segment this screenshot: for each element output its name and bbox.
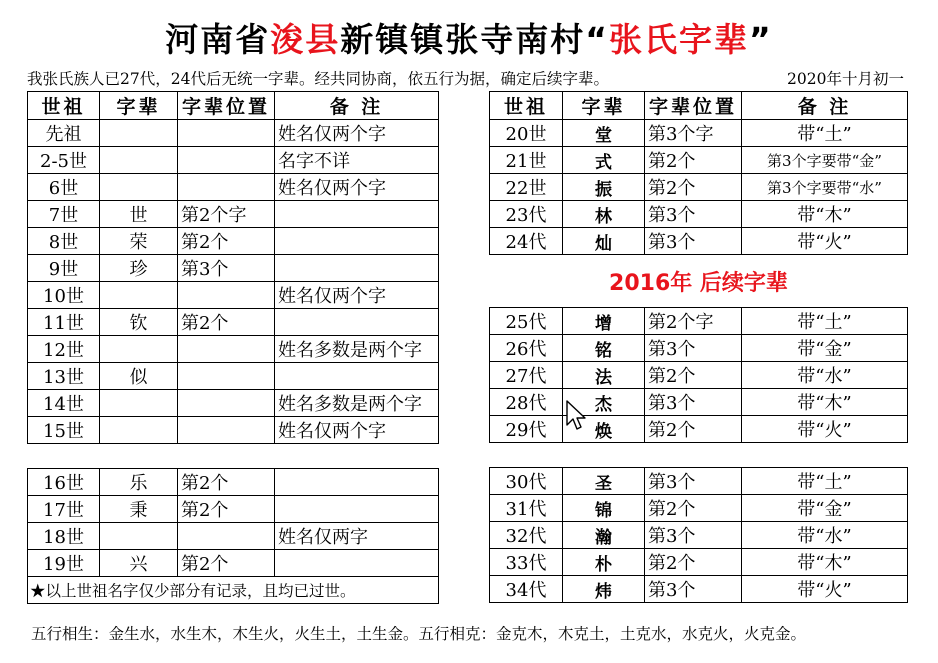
position-cell: 第3个 [645,389,742,416]
character-cell: 瀚 [563,522,645,549]
character-cell: 杰 [563,389,645,416]
character-cell: 铭 [563,335,645,362]
generation-cell: 15世 [28,417,100,444]
generation-cell: 25代 [490,308,563,335]
note-cell: 姓名仅两个字 [275,120,439,147]
table-row [28,523,439,550]
position-cell: 第2个 [178,496,275,523]
generation-cell: 19世 [28,550,100,577]
position-cell: 第2个 [645,147,742,174]
note-cell: 带“土” [742,308,908,335]
position-cell: 第2个字 [645,308,742,335]
character-cell: 式 [563,147,645,174]
table-row [28,255,439,282]
subheading-row [490,255,908,308]
note-cell [275,201,439,228]
generation-cell: 32代 [490,522,563,549]
character-cell: 锦 [563,495,645,522]
note-cell: 姓名仅两个字 [275,282,439,309]
table-row [28,120,439,147]
character-cell: 增 [563,308,645,335]
table-row [28,550,439,577]
table-row [28,309,439,336]
position-cell: 第2个 [178,469,275,496]
header-char: 字辈 [563,92,645,120]
note-cell: 带“水” [742,522,908,549]
character-cell [100,282,178,309]
character-cell [100,390,178,417]
character-cell: 灿 [563,228,645,255]
title-part-village: 新镇镇张寺南村“ [340,20,609,59]
character-cell [100,417,178,444]
character-cell: 振 [563,174,645,201]
generation-cell: 31代 [490,495,563,522]
table-row [28,282,439,309]
generation-cell: 先祖 [28,120,100,147]
note-cell [275,363,439,390]
header-gen: 世祖 [28,92,100,120]
generation-cell: 29代 [490,416,563,443]
note-cell: 带“金” [742,335,908,362]
table-row [490,389,908,416]
left-generation-table [27,91,439,604]
generation-cell: 16世 [28,469,100,496]
character-cell: 朴 [563,549,645,576]
generation-cell: 20世 [490,120,563,147]
note-cell [275,228,439,255]
generation-cell: 28代 [490,389,563,416]
generation-cell: 10世 [28,282,100,309]
right-generation-table [489,91,908,603]
position-cell: 第2个 [645,362,742,389]
generation-cell: 24代 [490,228,563,255]
header-char: 字辈 [100,92,178,120]
character-cell: 乐 [100,469,178,496]
mouse-pointer-icon [565,400,587,432]
table-row [28,469,439,496]
position-cell [178,390,275,417]
character-cell [100,120,178,147]
table-row [28,228,439,255]
generation-cell: 17世 [28,496,100,523]
table-row [28,174,439,201]
position-cell: 第2个 [178,550,275,577]
character-cell: 似 [100,363,178,390]
character-cell: 林 [563,201,645,228]
generation-cell: 22世 [490,174,563,201]
generation-cell: 27代 [490,362,563,389]
header-note: 备 注 [742,92,908,120]
table-row [28,147,439,174]
note-cell: 姓名仅两个字 [275,174,439,201]
table-row [28,201,439,228]
generation-cell: 12世 [28,336,100,363]
generation-cell: 8世 [28,228,100,255]
position-cell [178,282,275,309]
position-cell [178,120,275,147]
table-row [490,576,908,603]
generation-cell: 18世 [28,523,100,550]
generation-cell: 9世 [28,255,100,282]
title-part-name: 张氏字辈 [609,20,749,59]
subheading: 2016年 后续字辈 [490,255,908,308]
note-cell: 带“水” [742,362,908,389]
position-cell: 第3个 [645,201,742,228]
position-cell [178,417,275,444]
generation-cell: 11世 [28,309,100,336]
left-footnote-row [28,577,439,604]
character-cell [100,523,178,550]
position-cell: 第2个 [645,416,742,443]
position-cell [178,147,275,174]
note-cell [275,255,439,282]
title-part-province: 河南省 [165,20,271,59]
table-row [490,120,908,147]
note-cell [275,309,439,336]
table-row [490,201,908,228]
title-part-quote: ” [749,20,773,59]
table-row [28,496,439,523]
note-cell: 第3个字要带“金” [742,147,908,174]
table-row [28,390,439,417]
title-part-county: 浚县 [270,20,341,59]
character-cell [100,174,178,201]
character-cell: 荣 [100,228,178,255]
note-cell: 带“土” [742,468,908,495]
table-row [28,417,439,444]
note-cell: 姓名仅两个字 [275,417,439,444]
note-cell: 姓名仅两字 [275,523,439,550]
generation-cell: 23代 [490,201,563,228]
note-cell [275,550,439,577]
note-cell: 带“火” [742,416,908,443]
character-cell: 珍 [100,255,178,282]
character-cell: 堂 [563,120,645,147]
table-row [490,362,908,389]
character-cell: 圣 [563,468,645,495]
header-pos: 字辈位置 [178,92,275,120]
position-cell: 第2个 [645,549,742,576]
date-text: 2020年十月初一 [787,70,904,88]
position-cell: 第3个 [645,335,742,362]
table-row [490,522,908,549]
table-row [490,549,908,576]
table-row [28,363,439,390]
note-cell: 带“木” [742,389,908,416]
position-cell: 第3个 [178,255,275,282]
table-row [490,495,908,522]
position-cell: 第3个 [645,228,742,255]
generation-cell: 14世 [28,390,100,417]
generation-cell: 7世 [28,201,100,228]
generation-cell: 33代 [490,549,563,576]
position-cell: 第2个 [178,228,275,255]
table-row [490,308,908,335]
position-cell: 第2个字 [178,201,275,228]
generation-cell: 6世 [28,174,100,201]
position-cell [178,523,275,550]
table-row [490,468,908,495]
character-cell: 焕 [563,416,645,443]
header-note: 备 注 [275,92,439,120]
note-cell [275,496,439,523]
note-cell: 带“木” [742,549,908,576]
table-row [490,335,908,362]
position-cell [178,363,275,390]
note-cell: 名字不详 [275,147,439,174]
note-cell: 带“火” [742,576,908,603]
position-cell: 第2个 [645,495,742,522]
position-cell [178,174,275,201]
header-pos: 字辈位置 [645,92,742,120]
position-cell: 第2个 [645,174,742,201]
generation-cell: 26代 [490,335,563,362]
intro-text: 我张氏族人已27代，24代后无统一字辈。经共同协商，依五行为据，确定后续字辈。 [27,70,609,88]
header-gen: 世祖 [490,92,563,120]
note-cell: 带“土” [742,120,908,147]
spacer-row [490,443,908,468]
generation-cell: 21世 [490,147,563,174]
generation-cell: 2-5世 [28,147,100,174]
character-cell [100,336,178,363]
right-header-row [490,92,908,120]
character-cell: 法 [563,362,645,389]
position-cell [178,336,275,363]
generation-cell: 34代 [490,576,563,603]
character-cell: 秉 [100,496,178,523]
generation-cell: 30代 [490,468,563,495]
note-cell: 姓名多数是两个字 [275,390,439,417]
position-cell: 第3个 [645,522,742,549]
character-cell: 世 [100,201,178,228]
position-cell: 第3个 [645,576,742,603]
table-row [490,416,908,443]
note-cell [275,469,439,496]
footer-text: 五行相生：金生水，水生木，木生火，火生土，土生金。五行相克：金克木，木克土，土克水，水克火，火克金。 [31,625,807,643]
character-cell [100,147,178,174]
note-cell: 第3个字要带“水” [742,174,908,201]
table-row [490,147,908,174]
left-header-row [28,92,439,120]
character-cell: 兴 [100,550,178,577]
note-cell: 姓名多数是两个字 [275,336,439,363]
position-cell: 第2个 [178,309,275,336]
position-cell: 第3个 [645,468,742,495]
note-cell: 带“木” [742,201,908,228]
left-footnote: ★以上世祖名字仅少部分有记录，且均已过世。 [28,577,439,604]
position-cell: 第3个字 [645,120,742,147]
character-cell: 钦 [100,309,178,336]
page-title [0,14,938,61]
table-row [490,228,908,255]
character-cell: 炜 [563,576,645,603]
generation-cell: 13世 [28,363,100,390]
spacer-row [28,444,439,469]
table-row [28,336,439,363]
note-cell: 带“火” [742,228,908,255]
note-cell: 带“金” [742,495,908,522]
table-row [490,174,908,201]
